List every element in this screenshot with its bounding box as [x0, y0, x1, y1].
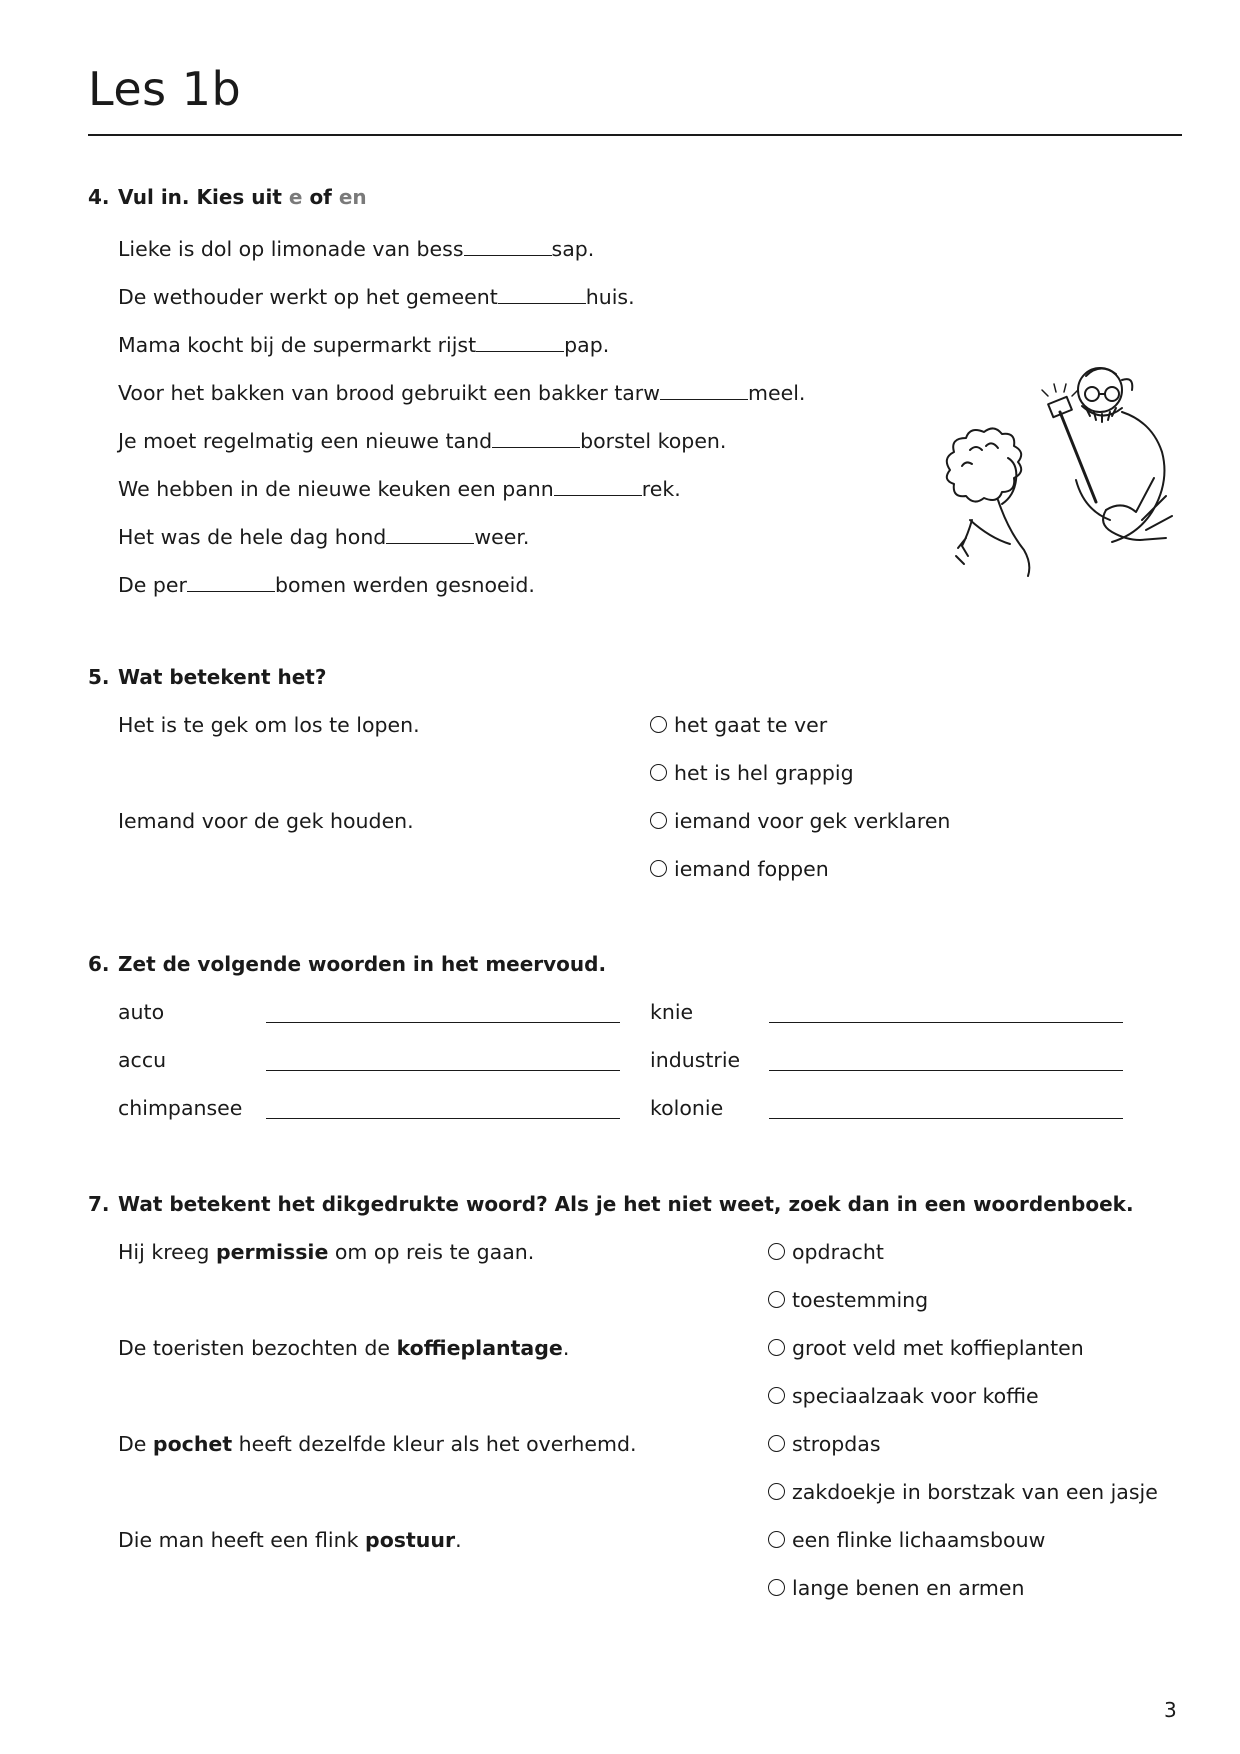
q7-option-4b[interactable]	[768, 1576, 1024, 1600]
radio-button[interactable]	[768, 1291, 785, 1308]
radio-button[interactable]	[650, 764, 667, 781]
q5-option-2a-label: iemand voor gek verklaren	[674, 809, 951, 833]
q7-option-3b[interactable]	[768, 1480, 1158, 1504]
q4-item-4-before: Voor het bakken van brood gebruikt een bakker tarw	[118, 381, 660, 405]
q7-sentence-1-before: Hij kreeg	[118, 1240, 216, 1264]
radio-button[interactable]	[650, 812, 667, 829]
q4-item-7-after: weer.	[474, 525, 530, 549]
q4-item-4-blank[interactable]	[660, 377, 748, 400]
q7-bold-word-3: pochet	[152, 1432, 233, 1456]
q4-item-1-blank[interactable]	[464, 233, 552, 256]
q7-sentence-1-after: om op reis te gaan.	[328, 1240, 535, 1264]
q7-option-1a-label: opdracht	[792, 1240, 884, 1264]
q7-sentence-1	[118, 1240, 534, 1264]
q4-item-8-before: De per	[118, 573, 187, 597]
q6-answer-accu[interactable]	[266, 1046, 620, 1071]
q5-heading	[88, 665, 326, 689]
q7-option-2a-label: groot veld met koffieplanten	[792, 1336, 1084, 1360]
q7-option-1b-label: toestemming	[792, 1288, 929, 1312]
q6-answer-kolonie[interactable]	[769, 1094, 1123, 1119]
q4-number: 4.	[88, 185, 110, 209]
radio-button[interactable]	[768, 1531, 785, 1548]
q4-item-7-blank[interactable]	[386, 521, 474, 544]
q7-bold-word-1: permissie	[215, 1240, 329, 1264]
q4-item-4-after: meel.	[748, 381, 806, 405]
q4-item-6-blank[interactable]	[554, 473, 642, 496]
q4-item-2	[118, 281, 635, 309]
q4-item-1-after: sap.	[551, 237, 595, 261]
q5-option-1a[interactable]	[650, 713, 827, 737]
q4-item-5-after: borstel kopen.	[580, 429, 727, 453]
q7-sentence-3-after: heeft dezelfde kleur als het overhemd.	[232, 1432, 637, 1456]
q5-sentence-1: Het is te gek om los te lopen.	[118, 713, 420, 737]
q4-item-7-before: Het was de hele dag hond	[118, 525, 387, 549]
q7-option-1b[interactable]	[768, 1288, 928, 1312]
q7-sentence-2	[118, 1336, 569, 1360]
q4-item-6-after: rek.	[641, 477, 681, 501]
q4-of: of	[309, 185, 332, 209]
q7-option-4a-label: een flinke lichaamsbouw	[792, 1528, 1046, 1552]
q4-item-3-blank[interactable]	[476, 329, 564, 352]
q6-word-auto: auto	[118, 1000, 165, 1024]
q4-item-1	[118, 233, 594, 261]
page-number: 3	[1164, 1698, 1177, 1722]
radio-button[interactable]	[650, 860, 667, 877]
q6-answer-knie[interactable]	[769, 998, 1123, 1023]
q5-sentence-2: Iemand voor de gek houden.	[118, 809, 414, 833]
q7-option-3a[interactable]	[768, 1432, 881, 1456]
q6-word-industrie: industrie	[650, 1048, 741, 1072]
q7-option-2b-label: speciaalzaak voor koffie	[792, 1384, 1039, 1408]
q7-option-4a[interactable]	[768, 1528, 1045, 1552]
q6-answer-industrie[interactable]	[769, 1046, 1123, 1071]
q4-item-5-before: Je moet regelmatig een nieuwe tand	[118, 429, 493, 453]
q5-option-2a[interactable]	[650, 809, 950, 833]
q6-number: 6.	[88, 952, 110, 976]
page-title: Les 1b	[88, 62, 242, 116]
q7-option-2b[interactable]	[768, 1384, 1039, 1408]
q5-title: Wat betekent het?	[118, 665, 327, 689]
radio-button[interactable]	[768, 1243, 785, 1260]
q7-sentence-4	[118, 1528, 462, 1552]
q7-sentence-4-before: Die man heeft een flink	[118, 1528, 366, 1552]
q4-option-e: e	[288, 185, 303, 209]
q5-option-1a-label: het gaat te ver	[674, 713, 828, 737]
q4-item-8-blank[interactable]	[187, 569, 275, 592]
q6-answer-auto[interactable]	[266, 998, 620, 1023]
radio-button[interactable]	[650, 716, 667, 733]
q6-word-kolonie: kolonie	[650, 1096, 724, 1120]
q6-word-chimpansee: chimpansee	[118, 1096, 243, 1120]
radio-button[interactable]	[768, 1579, 785, 1596]
q7-sentence-2-after: .	[562, 1336, 570, 1360]
q6-answer-chimpansee[interactable]	[266, 1094, 620, 1119]
q4-item-4	[118, 377, 805, 405]
q7-option-2a[interactable]	[768, 1336, 1084, 1360]
q7-number: 7.	[88, 1192, 110, 1216]
radio-button[interactable]	[768, 1339, 785, 1356]
q7-title: Wat betekent het dikgedrukte woord? Als je het niet weet, zoek dan in een woordenboek.	[118, 1192, 1134, 1216]
q6-heading	[88, 952, 606, 976]
q5-option-1b[interactable]	[650, 761, 854, 785]
q5-option-1b-label: het is hel grappig	[674, 761, 854, 785]
q4-item-7	[118, 521, 529, 549]
dentist-cartoon-icon	[910, 350, 1190, 600]
q6-title: Zet de volgende woorden in het meervoud.	[118, 952, 607, 976]
q7-sentence-2-before: De toeristen bezochten de	[118, 1336, 397, 1360]
q4-item-6	[118, 473, 681, 501]
title-divider	[88, 134, 1182, 136]
q4-item-6-before: We hebben in de nieuwe keuken een pann	[118, 477, 554, 501]
q4-item-2-before: De wethouder werkt op het gemeent	[118, 285, 498, 309]
q4-prefix: Vul in. Kies uit	[118, 185, 282, 209]
q7-option-3a-label: stropdas	[792, 1432, 881, 1456]
radio-button[interactable]	[768, 1435, 785, 1452]
radio-button[interactable]	[768, 1387, 785, 1404]
q5-option-2b-label: iemand foppen	[674, 857, 829, 881]
q4-item-5	[118, 425, 726, 453]
q7-bold-word-2: koffieplantage	[396, 1336, 563, 1360]
q7-option-4b-label: lange benen en armen	[792, 1576, 1025, 1600]
q7-sentence-3	[118, 1432, 637, 1456]
q4-item-2-blank[interactable]	[498, 281, 586, 304]
q4-option-en: en	[338, 185, 367, 209]
q4-item-8-after: bomen werden gesnoeid.	[274, 573, 535, 597]
radio-button[interactable]	[768, 1483, 785, 1500]
q4-item-3-before: Mama kocht bij de supermarkt rijst	[118, 333, 477, 357]
q4-item-5-blank[interactable]	[492, 425, 580, 448]
q4-item-8	[118, 569, 535, 597]
q7-option-1a[interactable]	[768, 1240, 884, 1264]
q7-option-3b-label: zakdoekje in borstzak van een jasje	[792, 1480, 1158, 1504]
q4-item-1-before: Lieke is dol op limonade van bess	[118, 237, 464, 261]
q7-heading	[88, 1192, 1134, 1216]
q7-sentence-4-after: .	[455, 1528, 462, 1552]
q4-item-3-after: pap.	[564, 333, 610, 357]
q4-item-3	[118, 329, 609, 357]
q7-bold-word-4: postuur	[365, 1528, 456, 1552]
q5-option-2b[interactable]	[650, 857, 829, 881]
q7-sentence-3-before: De	[118, 1432, 153, 1456]
q6-word-accu: accu	[118, 1048, 167, 1072]
q5-number: 5.	[88, 665, 110, 689]
q4-item-2-after: huis.	[585, 285, 635, 309]
q4-heading	[88, 185, 367, 209]
q6-word-knie: knie	[650, 1000, 694, 1024]
